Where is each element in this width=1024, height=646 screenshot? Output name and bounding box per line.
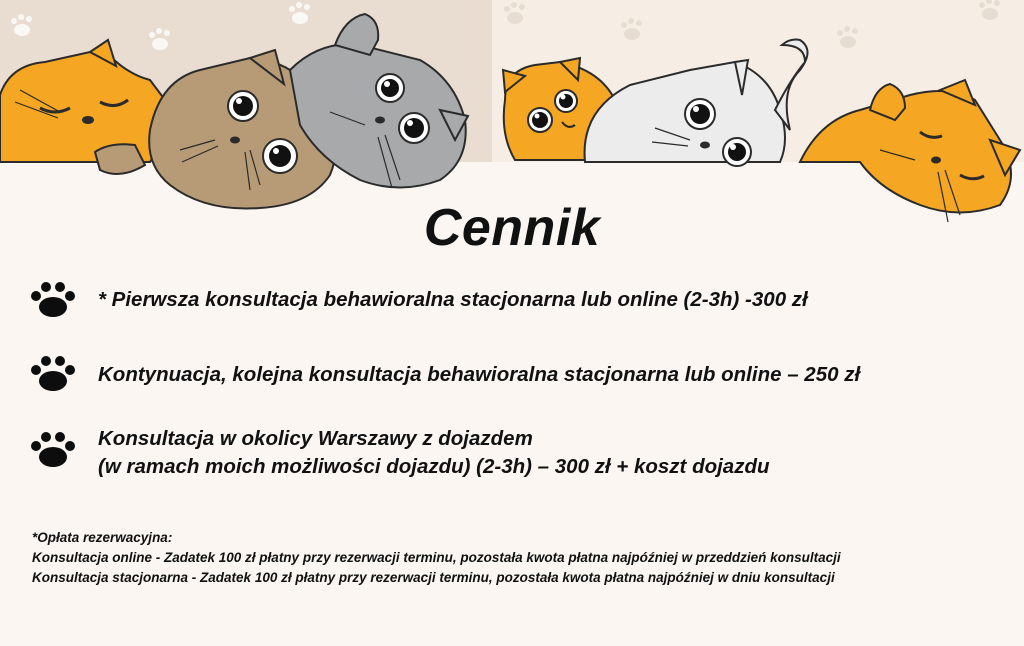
paw-icon — [28, 280, 78, 320]
note-heading: *Opłata rezerwacyjna: — [32, 530, 173, 545]
note-line-online: Konsultacja online - Zadatek 100 zł płatny przy rezerwacji terminu, pozostała kwota płatna najpóźniej w przeddzień konsultacji — [32, 550, 841, 565]
price-item-continuation — [28, 354, 1008, 394]
price-item-warsaw-visit — [28, 424, 1008, 484]
price-item-text-line1: Konsultacja w okolicy Warszawy z dojazdem — [98, 427, 533, 450]
cats-banner — [0, 0, 1024, 230]
paw-icon — [28, 430, 78, 470]
price-item-first-consultation — [28, 280, 1008, 320]
note-line-stationary: Konsultacja stacjonarna - Zadatek 100 zł płatny przy rezerwacji terminu, pozostała kwota płatna najpóźniej w dniu konsultacji — [32, 570, 835, 585]
price-item-text-line2: (w ramach moich możliwości dojazdu) (2-3h) – 300 zł + koszt dojazdu — [98, 455, 770, 478]
price-item-text: Kontynuacja, kolejna konsultacja behawioralna stacjonarna lub online – 250 zł — [98, 363, 861, 386]
page-title: Cennik — [423, 199, 601, 257]
paw-icon — [28, 354, 78, 394]
reservation-fee-note — [32, 528, 841, 588]
price-item-text: * Pierwsza konsultacja behawioralna stacjonarna lub online (2-3h) -300 zł — [98, 288, 808, 311]
